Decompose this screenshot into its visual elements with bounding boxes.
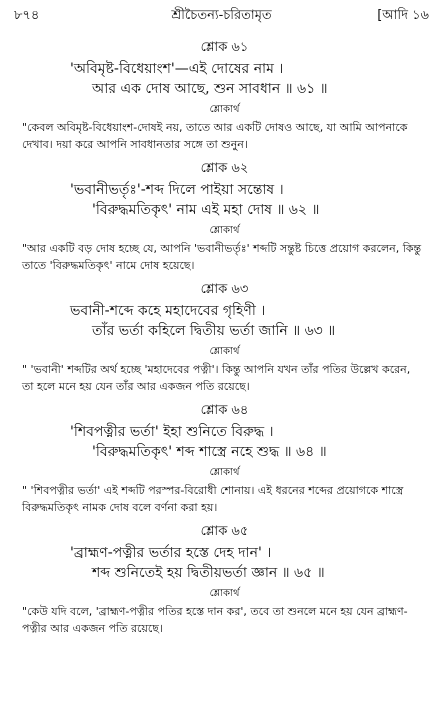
page-header	[14, 4, 429, 26]
translation-heading: শ্লোকার্থ	[209, 346, 240, 357]
verse-section-64	[22, 403, 427, 516]
verse-line: 'অবিমৃষ্ট-বিধেয়াংশ'—এই দোষের নাম ।	[70, 61, 284, 77]
translation-heading: শ্লোকার্থ	[209, 225, 240, 236]
verse-line: ভবানী-শব্দে কহে মহাদেবের গৃহিণী ।	[70, 303, 266, 319]
verse-line: শব্দ শুনিতেই হয় দ্বিতীয়ভর্তা জ্ঞান ॥ ৬৫ ॥	[92, 565, 325, 581]
verse-heading: শ্লোক ৬২	[200, 161, 249, 176]
translation-text: " 'শিবপত্নীর ভর্তা' এই শব্দটি পরস্পর-বিরোধী শোনায়। এই ধরনের শব্দের প্রয়োগকে শাস্ত্রে বিরুদ্ধমতিকৃৎ নামক দোষ বলে বর্ণনা করা হয়।	[22, 484, 404, 514]
page-content	[22, 40, 427, 645]
verse-section-65	[22, 524, 427, 637]
verse-line: 'ভবানীভর্তৃঃ'-শব্দ দিলে পাইয়া সন্তোষ ।	[70, 182, 284, 198]
verse-heading: শ্লোক ৬৪	[200, 403, 249, 418]
translation-text: " 'ভবানী' শব্দটির অর্থ হচ্ছে 'মহাদেবের পত্নী'। কিন্তু আপনি যখন তাঁর পতির উল্লেখ করেন, তা হলে মনে হয় যেন তাঁর আর একজন পতি রয়েছে।	[22, 363, 411, 393]
verse-line: আর এক দোষ আছে, শুন সাবধান ॥ ৬১ ॥	[92, 81, 328, 97]
translation-text: "আর একটি বড় দোষ হচ্ছে যে, আপনি 'ভবানীভর্তৃঃ' শব্দটি সন্তুষ্ট চিত্তে প্রয়োগ করলেন, কিন্তু তাতে 'বিরুদ্ধমতিকৃৎ' নামে দোষ হয়েছে।	[22, 242, 422, 272]
verse-section-62	[22, 161, 427, 274]
verse-heading: শ্লোক ৬৩	[200, 282, 249, 297]
verse-heading: শ্লোক ৬১	[200, 40, 249, 55]
book-title: শ্রীচৈতন্য-চরিতামৃত	[171, 8, 272, 23]
translation-text: "কেউ যদি বলে, 'ব্রাহ্মণ-পত্নীর পতির হস্তে দান কর', তবে তা শুনলে মনে হয় যেন ব্রাহ্মণ-পত্নীর আর একজন পতি রয়েছে।	[22, 605, 408, 635]
chapter-reference: [আদি ১৬	[377, 8, 429, 23]
verse-line: 'বিরুদ্ধমতিকৃৎ' শব্দ শাস্ত্রে নহে শুদ্ধ ॥ ৬৪ ॥	[92, 444, 327, 460]
verse-line: 'শিবপত্নীর ভর্তা' ইহা শুনিতে বিরুদ্ধ ।	[70, 424, 274, 440]
verse-line: তাঁর ভর্তা কহিলে দ্বিতীয় ভর্তা জানি ॥ ৬৩ ॥	[92, 323, 336, 339]
translation-heading: শ্লোকার্থ	[209, 467, 240, 478]
translation-heading: শ্লোকার্থ	[209, 588, 240, 599]
translation-text: "কেবল অবিমৃষ্ট-বিধেয়াংশ-দোষই নয়, তাতে আর একটি দোষও আছে, যা আমি আপনাকে দেখাব। দয়া করে আপনি সাবধানতার সঙ্গে তা শুনুন।	[22, 121, 408, 151]
verse-line: 'ব্রাহ্মণ-পত্নীর ভর্তার হস্তে দেহ দান' ।	[70, 545, 272, 561]
verse-section-61	[22, 40, 427, 153]
verse-line: 'বিরুদ্ধমতিকৃৎ' নাম এই মহা দোষ ॥ ৬২ ॥	[92, 202, 320, 218]
verse-heading: শ্লোক ৬৫	[200, 524, 249, 539]
translation-heading: শ্লোকার্থ	[209, 104, 240, 115]
page-number: ৮৭৪	[14, 8, 40, 23]
verse-section-63	[22, 282, 427, 395]
